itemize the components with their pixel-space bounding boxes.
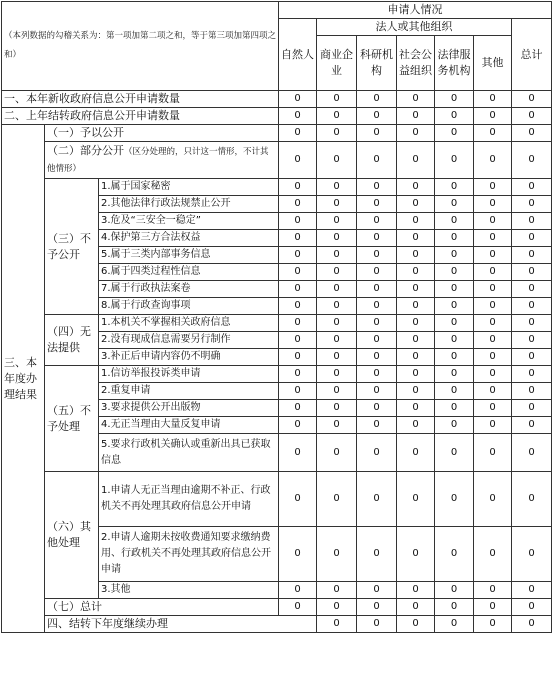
cell-value: 0 [435, 264, 474, 281]
cell-value: 0 [512, 472, 552, 527]
cell-value: 0 [357, 125, 397, 142]
cell-value: 0 [397, 616, 435, 633]
cell-value: 0 [317, 582, 357, 599]
row-label: 3.危及“三安全一稳定” [99, 213, 279, 230]
cell-value: 0 [397, 247, 435, 264]
cell-value: 0 [397, 366, 435, 383]
cell-value: 0 [279, 332, 317, 349]
cell-value: 0 [512, 281, 552, 298]
header-natural-person: 自然人 [279, 19, 317, 91]
cell-value: 0 [279, 472, 317, 527]
cell-value: 0 [435, 599, 474, 616]
cell-value: 0 [279, 179, 317, 196]
cell-value: 0 [279, 142, 317, 179]
cell-value: 0 [357, 108, 397, 125]
cell-value: 0 [435, 582, 474, 599]
row-label: （一）予以公开 [45, 125, 279, 142]
cell-value: 0 [474, 434, 512, 472]
cell-value: 0 [474, 142, 512, 179]
table-row [2, 142, 552, 179]
cell-value: 0 [397, 142, 435, 179]
cell-value: 0 [512, 366, 552, 383]
row-label: 3.其他 [99, 582, 279, 599]
cell-value: 0 [317, 230, 357, 247]
row-label: 1.属于国家秘密 [99, 179, 279, 196]
header-applicant: 申请人情况 [279, 2, 552, 19]
header-other: 其他 [474, 36, 512, 91]
cell-value: 0 [397, 179, 435, 196]
cell-value: 0 [397, 108, 435, 125]
cell-value: 0 [317, 366, 357, 383]
cell-value: 0 [357, 196, 397, 213]
cell-value: 0 [357, 332, 397, 349]
cell-value: 0 [357, 264, 397, 281]
cell-value: 0 [474, 599, 512, 616]
cell-value: 0 [474, 417, 512, 434]
cell-value: 0 [317, 434, 357, 472]
cell-value: 0 [512, 125, 552, 142]
cell-value: 0 [357, 400, 397, 417]
cell-value: 0 [435, 298, 474, 315]
cell-value: 0 [357, 383, 397, 400]
cell-value: 0 [435, 332, 474, 349]
cell-value: 0 [279, 298, 317, 315]
cell-value: 0 [512, 582, 552, 599]
cell-value: 0 [357, 281, 397, 298]
cell-value: 0 [279, 196, 317, 213]
cell-value: 0 [279, 213, 317, 230]
row-label: 3.补正后申请内容仍不明确 [99, 349, 279, 366]
cell-value: 0 [279, 417, 317, 434]
cell-value: 0 [474, 281, 512, 298]
cell-value: 0 [512, 315, 552, 332]
cell-value: 0 [317, 179, 357, 196]
row-label: 2.没有现成信息需要另行制作 [99, 332, 279, 349]
cell-value: 0 [397, 417, 435, 434]
cell-value: 0 [397, 400, 435, 417]
cell-value: 0 [357, 472, 397, 527]
cell-value: 0 [512, 434, 552, 472]
cell-value: 0 [357, 315, 397, 332]
cell-value: 0 [317, 196, 357, 213]
cell-value: 0 [357, 230, 397, 247]
cell-value: 0 [357, 434, 397, 472]
table-note: （本列数据的勾稽关系为：第一项加第二项之和，等于第三项加第四项之和） [2, 2, 279, 91]
cell-value: 0 [397, 91, 435, 108]
row-label: 2.申请人逾期未按收费通知要求缴纳费用、行政机关不再处理其政府信息公开申请 [99, 527, 279, 582]
cell-value: 0 [512, 349, 552, 366]
cell-value: 0 [435, 349, 474, 366]
cell-value: 0 [512, 616, 552, 633]
cell-value: 0 [357, 179, 397, 196]
cell-value: 0 [357, 298, 397, 315]
group-label: （四）无法提供 [45, 315, 99, 366]
table-row [2, 472, 552, 527]
cell-value: 0 [397, 298, 435, 315]
cell-value: 0 [317, 349, 357, 366]
cell-value: 0 [474, 213, 512, 230]
cell-value: 0 [279, 247, 317, 264]
cell-value: 0 [279, 599, 317, 616]
cell-value: 0 [357, 599, 397, 616]
row-label: 7.属于行政执法案卷 [99, 281, 279, 298]
cell-value: 0 [397, 332, 435, 349]
cell-value: 0 [397, 281, 435, 298]
cell-value: 0 [317, 281, 357, 298]
section-three-label: 三、本年度办理结果 [2, 125, 45, 633]
group-label: （六）其他处理 [45, 472, 99, 599]
cell-value: 0 [279, 400, 317, 417]
cell-value: 0 [435, 196, 474, 213]
header-legal-group: 法人或其他组织 [317, 19, 512, 36]
cell-value: 0 [474, 582, 512, 599]
cell-value: 0 [512, 108, 552, 125]
cell-value: 0 [474, 230, 512, 247]
table-row [2, 315, 552, 332]
cell-value: 0 [357, 213, 397, 230]
cell-value: 0 [279, 383, 317, 400]
cell-value: 0 [435, 142, 474, 179]
table-row [2, 616, 552, 633]
header-legal-service: 法律服务机构 [435, 36, 474, 91]
cell-value: 0 [474, 400, 512, 417]
cell-value: 0 [317, 599, 357, 616]
cell-value: 0 [317, 213, 357, 230]
cell-value: 0 [279, 230, 317, 247]
row-label: 一、本年新收政府信息公开申请数量 [2, 91, 279, 108]
table-row [2, 599, 552, 616]
cell-value: 0 [435, 125, 474, 142]
cell-value: 0 [279, 366, 317, 383]
cell-value: 0 [474, 264, 512, 281]
cell-value: 0 [474, 366, 512, 383]
cell-value: 0 [357, 247, 397, 264]
cell-value: 0 [357, 417, 397, 434]
cell-value: 0 [512, 400, 552, 417]
cell-value: 0 [435, 616, 474, 633]
cell-value: 0 [474, 383, 512, 400]
cell-value: 0 [397, 125, 435, 142]
cell-value: 0 [435, 213, 474, 230]
cell-value: 0 [279, 281, 317, 298]
cell-value: 0 [435, 91, 474, 108]
cell-value: 0 [435, 472, 474, 527]
cell-value: 0 [357, 616, 397, 633]
cell-value: 0 [435, 417, 474, 434]
cell-value: 0 [474, 472, 512, 527]
cell-value: 0 [317, 472, 357, 527]
cell-value: 0 [512, 179, 552, 196]
cell-value: 0 [357, 366, 397, 383]
cell-value: 0 [279, 527, 317, 582]
cell-value: 0 [279, 434, 317, 472]
row-label: 6.属于四类过程性信息 [99, 264, 279, 281]
cell-value: 0 [317, 298, 357, 315]
cell-value: 0 [279, 582, 317, 599]
cell-value: 0 [279, 91, 317, 108]
cell-value: 0 [512, 332, 552, 349]
group-label: （三）不予公开 [45, 179, 99, 315]
cell-value: 0 [512, 91, 552, 108]
cell-value: 0 [512, 213, 552, 230]
cell-value: 0 [397, 230, 435, 247]
cell-value: 0 [512, 142, 552, 179]
cell-value: 0 [317, 247, 357, 264]
information-disclosure-table [1, 1, 552, 633]
cell-value: 0 [357, 349, 397, 366]
cell-value: 0 [474, 108, 512, 125]
table-row [2, 108, 552, 125]
row-label-note: （区分处理的，只计这一情形，不计其他情形） [47, 147, 269, 174]
cell-value: 0 [512, 196, 552, 213]
cell-value: 0 [474, 91, 512, 108]
cell-value: 0 [397, 213, 435, 230]
table-row [2, 179, 552, 196]
row-label: 5.属于三类内部事务信息 [99, 247, 279, 264]
cell-value: 0 [474, 125, 512, 142]
row-label: 4.无正当理由大量反复申请 [99, 417, 279, 434]
cell-value: 0 [317, 332, 357, 349]
row-label-partial [45, 142, 279, 179]
row-label: 四、结转下年度继续办理 [45, 616, 317, 633]
cell-value: 0 [317, 264, 357, 281]
cell-value: 0 [397, 349, 435, 366]
row-label: 1.本机关不掌握相关政府信息 [99, 315, 279, 332]
cell-value: 0 [317, 417, 357, 434]
cell-value: 0 [435, 230, 474, 247]
cell-value: 0 [397, 383, 435, 400]
header-commercial: 商业企业 [317, 36, 357, 91]
cell-value: 0 [357, 582, 397, 599]
cell-value: 0 [474, 247, 512, 264]
cell-value: 0 [435, 108, 474, 125]
table-row [2, 91, 552, 108]
row-label: 1.申请人无正当理由逾期不补正、行政机关不再处理其政府信息公开申请 [99, 472, 279, 527]
cell-value: 0 [397, 472, 435, 527]
cell-value: 0 [435, 315, 474, 332]
cell-value: 0 [512, 527, 552, 582]
group-label: （五）不予处理 [45, 366, 99, 472]
cell-value: 0 [279, 125, 317, 142]
cell-value: 0 [317, 383, 357, 400]
row-label: 2.重复申请 [99, 383, 279, 400]
cell-value: 0 [317, 125, 357, 142]
cell-value: 0 [317, 142, 357, 179]
cell-value: 0 [357, 142, 397, 179]
cell-value: 0 [317, 527, 357, 582]
row-label: （七）总计 [45, 599, 279, 616]
cell-value: 0 [317, 616, 357, 633]
cell-value: 0 [512, 383, 552, 400]
cell-value: 0 [279, 349, 317, 366]
cell-value: 0 [474, 179, 512, 196]
row-label: 3.要求提供公开出版物 [99, 400, 279, 417]
cell-value: 0 [397, 434, 435, 472]
table-row [2, 366, 552, 383]
header-research: 科研机构 [357, 36, 397, 91]
cell-value: 0 [279, 108, 317, 125]
cell-value: 0 [512, 417, 552, 434]
cell-value: 0 [435, 527, 474, 582]
cell-value: 0 [397, 582, 435, 599]
table-row [2, 125, 552, 142]
row-label: 1.信访举报投诉类申请 [99, 366, 279, 383]
cell-value: 0 [435, 366, 474, 383]
cell-value: 0 [357, 527, 397, 582]
cell-value: 0 [474, 349, 512, 366]
cell-value: 0 [317, 108, 357, 125]
cell-value: 0 [474, 332, 512, 349]
cell-value: 0 [397, 599, 435, 616]
row-label: （二）部分公开 [47, 144, 124, 157]
cell-value: 0 [435, 383, 474, 400]
cell-value: 0 [357, 91, 397, 108]
cell-value: 0 [317, 315, 357, 332]
cell-value: 0 [397, 196, 435, 213]
cell-value: 0 [279, 315, 317, 332]
cell-value: 0 [435, 179, 474, 196]
cell-value: 0 [512, 599, 552, 616]
cell-value: 0 [474, 196, 512, 213]
cell-value: 0 [397, 264, 435, 281]
cell-value: 0 [512, 230, 552, 247]
cell-value: 0 [435, 247, 474, 264]
cell-value: 0 [474, 298, 512, 315]
row-label: 5.要求行政机关确认或重新出具已获取信息 [99, 434, 279, 472]
cell-value: 0 [397, 527, 435, 582]
row-label: 二、上年结转政府信息公开申请数量 [2, 108, 279, 125]
cell-value: 0 [474, 527, 512, 582]
cell-value: 0 [435, 434, 474, 472]
cell-value: 0 [512, 247, 552, 264]
cell-value: 0 [512, 298, 552, 315]
cell-value: 0 [435, 281, 474, 298]
cell-value: 0 [397, 315, 435, 332]
cell-value: 0 [317, 91, 357, 108]
row-label: 8.属于行政查询事项 [99, 298, 279, 315]
cell-value: 0 [317, 400, 357, 417]
header-total: 总计 [512, 19, 552, 91]
cell-value: 0 [474, 315, 512, 332]
cell-value: 0 [512, 264, 552, 281]
row-label: 4.保护第三方合法权益 [99, 230, 279, 247]
header-social: 社会公益组织 [397, 36, 435, 91]
row-label: 2.其他法律行政法规禁止公开 [99, 196, 279, 213]
cell-value: 0 [474, 616, 512, 633]
cell-value: 0 [279, 264, 317, 281]
cell-value: 0 [435, 400, 474, 417]
